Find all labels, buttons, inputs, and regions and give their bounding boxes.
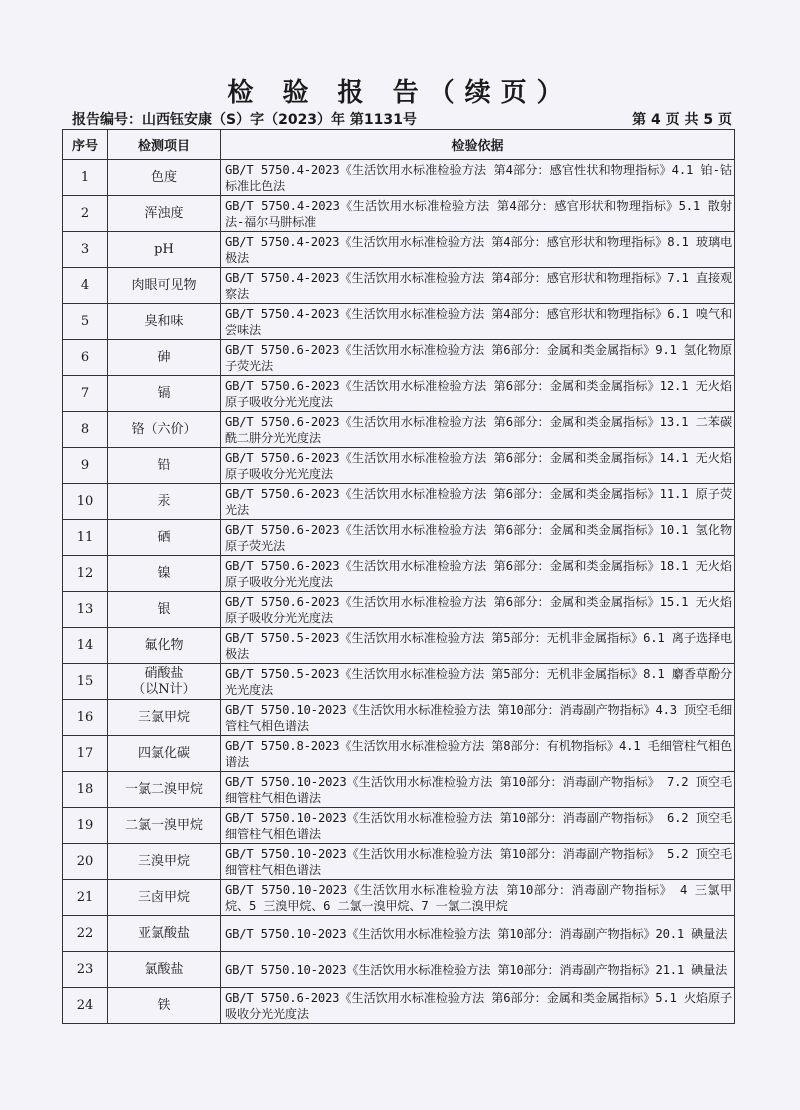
row-number: 15 (63, 664, 108, 700)
test-item: 汞 (108, 484, 221, 520)
table-row (63, 484, 735, 520)
test-item: 铁 (108, 988, 221, 1024)
test-basis: GB/T 5750.4-2023《生活饮用水标准检验方法 第4部分：感官形状和物理指标》8.1 玻璃电极法 (221, 232, 735, 268)
table-row (63, 880, 735, 916)
test-basis: GB/T 5750.10-2023《生活饮用水标准检验方法 第10部分：消毒副产物指标》20.1 碘量法 (221, 916, 735, 952)
test-item: pH (108, 232, 221, 268)
test-basis: GB/T 5750.10-2023《生活饮用水标准检验方法 第10部分：消毒副产物指标》4.3 顶空毛细管柱气相色谱法 (221, 700, 735, 736)
row-number: 2 (63, 196, 108, 232)
test-item: 亚氯酸盐 (108, 916, 221, 952)
test-item: 镍 (108, 556, 221, 592)
column-header-item: 检测项目 (108, 130, 221, 160)
test-item: 二氯一溴甲烷 (108, 808, 221, 844)
table-row (63, 952, 735, 988)
test-basis: GB/T 5750.6-2023《生活饮用水标准检验方法 第6部分：金属和类金属指标》11.1 原子荧光法 (221, 484, 735, 520)
row-number: 22 (63, 916, 108, 952)
row-number: 7 (63, 376, 108, 412)
table-row (63, 448, 735, 484)
row-number: 14 (63, 628, 108, 664)
test-basis: GB/T 5750.10-2023《生活饮用水标准检验方法 第10部分：消毒副产物指标》 5.2 顶空毛细管柱气相色谱法 (221, 844, 735, 880)
test-item: 氟化物 (108, 628, 221, 664)
table-row (63, 916, 735, 952)
report-number: 报告编号：山西钰安康（S）字（2023）年 第1131号 (72, 112, 417, 128)
table-row (63, 664, 735, 700)
table-header-row (63, 130, 735, 160)
table-row (63, 592, 735, 628)
row-number: 19 (63, 808, 108, 844)
row-number: 5 (63, 304, 108, 340)
test-basis: GB/T 5750.4-2023《生活饮用水标准检验方法 第4部分：感官形状和物理指标》7.1 直接观察法 (221, 268, 735, 304)
table-row (63, 628, 735, 664)
test-basis: GB/T 5750.10-2023《生活饮用水标准检验方法 第10部分：消毒副产物指标》21.1 碘量法 (221, 952, 735, 988)
table-row (63, 304, 735, 340)
row-number: 23 (63, 952, 108, 988)
row-number: 11 (63, 520, 108, 556)
test-basis: GB/T 5750.6-2023《生活饮用水标准检验方法 第6部分：金属和类金属指标》12.1 无火焰原子吸收分光光度法 (221, 376, 735, 412)
test-item: 三氯甲烷 (108, 700, 221, 736)
table-row (63, 772, 735, 808)
table-row (63, 268, 735, 304)
row-number: 6 (63, 340, 108, 376)
test-basis: GB/T 5750.10-2023《生活饮用水标准检验方法 第10部分：消毒副产物指标》 7.2 顶空毛细管柱气相色谱法 (221, 772, 735, 808)
test-basis: GB/T 5750.10-2023《生活饮用水标准检验方法 第10部分：消毒副产物指标》 6.2 顶空毛细管柱气相色谱法 (221, 808, 735, 844)
test-basis: GB/T 5750.8-2023《生活饮用水标准检验方法 第8部分：有机物指标》4.1 毛细管柱气相色谱法 (221, 736, 735, 772)
test-item: 肉眼可见物 (108, 268, 221, 304)
row-number: 20 (63, 844, 108, 880)
test-basis: GB/T 5750.10-2023《生活饮用水标准检验方法 第10部分：消毒副产物指标》 4 三氯甲烷、5 三溴甲烷、6 二氯一溴甲烷、7 一氯二溴甲烷 (221, 880, 735, 916)
row-number: 16 (63, 700, 108, 736)
test-item: 铅 (108, 448, 221, 484)
test-item: 四氯化碳 (108, 736, 221, 772)
table-row (63, 196, 735, 232)
test-item: 硝酸盐 （以N计） (108, 664, 221, 700)
test-item: 三溴甲烷 (108, 844, 221, 880)
row-number: 17 (63, 736, 108, 772)
table-row (63, 556, 735, 592)
test-basis: GB/T 5750.6-2023《生活饮用水标准检验方法 第6部分：金属和类金属指标》14.1 无火焰原子吸收分光光度法 (221, 448, 735, 484)
test-item: 硒 (108, 520, 221, 556)
row-number: 3 (63, 232, 108, 268)
row-number: 24 (63, 988, 108, 1024)
test-basis: GB/T 5750.4-2023《生活饮用水标准检验方法 第4部分：感官形状和物理指标》6.1 嗅气和尝味法 (221, 304, 735, 340)
test-basis: GB/T 5750.5-2023《生活饮用水标准检验方法 第5部分：无机非金属指标》8.1 麝香草酚分光光度法 (221, 664, 735, 700)
row-number: 1 (63, 160, 108, 196)
test-item: 铬（六价） (108, 412, 221, 448)
test-basis: GB/T 5750.6-2023《生活饮用水标准检验方法 第6部分：金属和类金属指标》13.1 二苯碳酰二肼分光光度法 (221, 412, 735, 448)
test-item: 臭和味 (108, 304, 221, 340)
test-basis: GB/T 5750.4-2023《生活饮用水标准检验方法 第4部分：感官性状和物理指标》4.1 铂-钴标准比色法 (221, 160, 735, 196)
test-basis: GB/T 5750.6-2023《生活饮用水标准检验方法 第6部分：金属和类金属指标》5.1 火焰原子吸收分光光度法 (221, 988, 735, 1024)
row-number: 18 (63, 772, 108, 808)
test-item: 银 (108, 592, 221, 628)
row-number: 12 (63, 556, 108, 592)
test-item: 氯酸盐 (108, 952, 221, 988)
page-number: 第 4 页 共 5 页 (632, 112, 732, 128)
column-header-no: 序号 (63, 130, 108, 160)
row-number: 9 (63, 448, 108, 484)
test-item: 三卤甲烷 (108, 880, 221, 916)
test-basis: GB/T 5750.4-2023《生活饮用水标准检验方法 第4部分：感官形状和物理指标》5.1 散射法-福尔马肼标准 (221, 196, 735, 232)
table-row (63, 340, 735, 376)
row-number: 21 (63, 880, 108, 916)
test-basis: GB/T 5750.6-2023《生活饮用水标准检验方法 第6部分：金属和类金属指标》15.1 无火焰原子吸收分光光度法 (221, 592, 735, 628)
test-basis: GB/T 5750.6-2023《生活饮用水标准检验方法 第6部分：金属和类金属指标》10.1 氢化物原子荧光法 (221, 520, 735, 556)
row-number: 13 (63, 592, 108, 628)
table-row (63, 412, 735, 448)
table-row (63, 700, 735, 736)
table-row (63, 844, 735, 880)
row-number: 4 (63, 268, 108, 304)
table-row (63, 160, 735, 196)
table-row (63, 520, 735, 556)
inspection-basis-table (62, 129, 735, 1024)
test-basis: GB/T 5750.5-2023《生活饮用水标准检验方法 第5部分：无机非金属指标》6.1 离子选择电极法 (221, 628, 735, 664)
test-item: 砷 (108, 340, 221, 376)
test-item: 镉 (108, 376, 221, 412)
test-basis: GB/T 5750.6-2023《生活饮用水标准检验方法 第6部分：金属和类金属指标》18.1 无火焰原子吸收分光光度法 (221, 556, 735, 592)
test-item: 色度 (108, 160, 221, 196)
table-body (63, 160, 735, 1024)
table-row (63, 988, 735, 1024)
row-number: 10 (63, 484, 108, 520)
table-row (63, 232, 735, 268)
table-row (63, 376, 735, 412)
report-title: 检 验 报 告（续页） (227, 78, 573, 108)
column-header-basis: 检验依据 (221, 130, 735, 160)
test-item: 浑浊度 (108, 196, 221, 232)
table-row (63, 808, 735, 844)
test-basis: GB/T 5750.6-2023《生活饮用水标准检验方法 第6部分：金属和类金属指标》9.1 氢化物原子荧光法 (221, 340, 735, 376)
row-number: 8 (63, 412, 108, 448)
table-row (63, 736, 735, 772)
test-item: 一氯二溴甲烷 (108, 772, 221, 808)
